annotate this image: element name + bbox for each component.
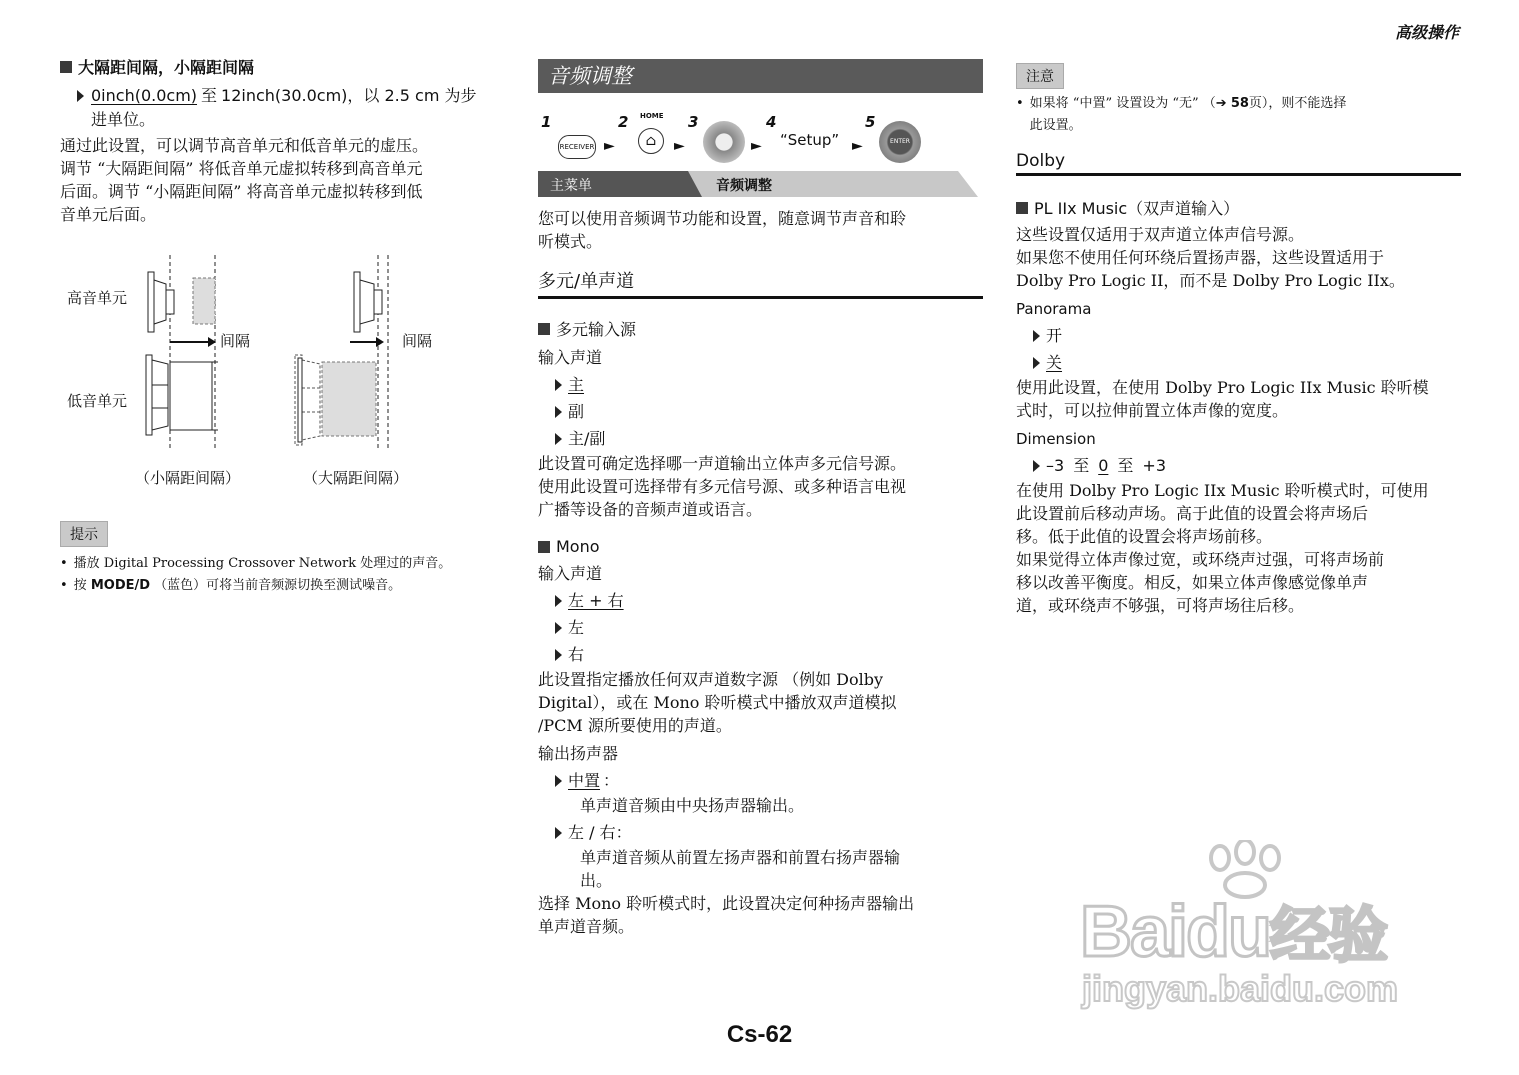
steps-row: 1 RECEIVER ► 2 HOME ⌂ ► 3 ► 4 “Setup” ► 5 ENTER xyxy=(538,101,983,169)
mono-heading: Mono xyxy=(538,537,983,556)
option-left: 左 xyxy=(538,614,983,641)
crossover-diagram xyxy=(60,250,500,500)
directional-pad-icon xyxy=(703,121,745,163)
left-right-desc: 单声道音频从前置左扬声器和前置右扬声器输 出。 xyxy=(580,848,901,890)
output-speaker-label: 输出扬声器 xyxy=(538,744,619,763)
woofer-label: 低音单元 xyxy=(67,392,128,410)
page-number: Cs-62 xyxy=(726,1021,793,1048)
panorama-label: Panorama xyxy=(1016,300,1092,318)
pl-desc: 这些设置仅适用于双声道立体声信号源。 如果您不使用任何环绕后置扬声器，这些设置适用于 Dolby Pro Logic II，而不是 Dolby Pro Logic IIx。 xyxy=(1016,225,1405,290)
breadcrumb xyxy=(538,171,983,198)
triangle-bullet-icon xyxy=(555,595,562,607)
column-left xyxy=(60,55,500,593)
triangle-bullet-icon xyxy=(77,90,84,102)
range-option: 0inch(0.0cm) 至 12inch(30.0cm)，以 2.5 cm 为步 进单位。 xyxy=(60,84,500,132)
page-title: 音频调整 xyxy=(538,59,983,93)
arrow-icon: ► xyxy=(751,138,762,154)
note-tag: 注意 xyxy=(1016,63,1064,89)
panorama-desc: 使用此设置，在使用 Dolby Pro Logic IIx Music 聆听模 式时，可以拉伸前置立体声像的宽度。 xyxy=(1016,378,1429,420)
watermark-brand: Baidu xyxy=(1080,892,1271,972)
input-channel-label: 输入声道 xyxy=(538,348,603,367)
multiplex-desc: 此设置可确定选择哪一声道输出立体声多元信号源。 使用此设置可选择带有多元信号源、或多种语言电视 广播等设备的音频声道或语言。 xyxy=(538,454,907,519)
column-right xyxy=(1016,63,1461,617)
dimension-desc: 在使用 Dolby Pro Logic IIx Music 聆听模式时，可使用 此设置前后移动声场。高于此值的设置会将声场后 移。低于此值的设置会将声场前移。 如果觉得立体声像过宽，或环绕声过强，可将声场前 移以改善平衡度。相反，如果立体声像感觉像单声 道，或环绕声不够强，可将声场往后移。 xyxy=(1016,481,1429,615)
section-title-multiplex: 多元/单声道 xyxy=(538,267,983,299)
arrow-icon: ► xyxy=(674,138,685,154)
triangle-bullet-icon xyxy=(555,775,562,787)
watermark-url: jingyan.baidu.com xyxy=(1082,968,1399,1009)
column-middle xyxy=(538,59,983,938)
gap-label-large: 间隔 xyxy=(402,332,433,350)
home-label: HOME xyxy=(640,112,664,120)
crossover-paragraph: 通过此设置，可以调节高音单元和低音单元的虚压。 调节 “大隔距间隔” 将低音单元虚拟转移到高音单元 后面。调节 “小隔距间隔” 将高音单元虚拟转移到低 音单元后面。 xyxy=(60,136,429,224)
center-desc: 单声道音频由中央扬声器输出。 xyxy=(580,796,805,815)
home-button-icon: ⌂ xyxy=(638,128,664,154)
mono-desc: 此设置指定播放任何双声道数字源 （例如 Dolby Digital），或在 Mono 聆听模式中播放双声道模拟 /PCM 源所要使用的声道。 xyxy=(538,670,897,735)
option-main-sub: 主/副 xyxy=(538,425,983,452)
tip-box xyxy=(60,521,500,597)
triangle-bullet-icon xyxy=(1033,357,1040,369)
option-right: 右 xyxy=(538,641,983,668)
mono-input-label: 输入声道 xyxy=(538,564,603,583)
square-bullet-icon xyxy=(60,61,72,73)
option-sub: 副 xyxy=(538,398,983,425)
tip-item: • 按 MODE/D （蓝色）可将当前音频源切换至测试噪音。 xyxy=(60,578,402,593)
tip-item: • 播放 Digital Processing Crossover Network 处理过的声音。 xyxy=(60,556,452,571)
crossover-heading: 大隔距间隔，小隔距间隔 xyxy=(60,55,500,78)
option-on: 开 xyxy=(1016,322,1461,349)
caption-small-gap: （小隔距间隔） xyxy=(135,469,241,487)
tip-tag: 提示 xyxy=(60,521,108,547)
triangle-bullet-icon xyxy=(555,622,562,634)
square-bullet-icon xyxy=(538,323,550,335)
triangle-bullet-icon xyxy=(555,379,562,391)
multiplex-heading: 多元输入源 xyxy=(538,317,983,340)
option-left-right: 左 + 右 xyxy=(538,587,983,614)
square-bullet-icon xyxy=(538,541,550,553)
receiver-button-icon: RECEIVER xyxy=(558,135,596,159)
option-center: 中置 ： xyxy=(538,767,983,794)
triangle-bullet-icon xyxy=(555,406,562,418)
speaker-diagram-svg xyxy=(140,250,500,455)
breadcrumb-sub: 音频调整 xyxy=(716,178,772,194)
option-off: 关 xyxy=(1016,349,1461,376)
triangle-bullet-icon xyxy=(1033,330,1040,342)
gap-label-small: 间隔 xyxy=(220,332,251,350)
option-left-right-output: 左 / 右： xyxy=(538,819,983,846)
large-gap-drawing xyxy=(295,255,388,450)
section-header: 高级操作 xyxy=(1394,23,1459,42)
arrow-icon: ► xyxy=(604,138,615,154)
setup-label: “Setup” xyxy=(780,131,840,149)
tweeter-label: 高音单元 xyxy=(67,289,128,307)
enter-button-icon: ENTER xyxy=(879,121,921,163)
arrow-icon: ► xyxy=(852,138,863,154)
dimension-label: Dimension xyxy=(1016,430,1096,448)
intro-text: 您可以使用音频调节功能和设置，随意调节声音和聆 听模式。 xyxy=(538,209,907,251)
section-title-dolby: Dolby xyxy=(1016,151,1461,176)
small-gap-drawing xyxy=(146,255,218,450)
mono-footer: 选择 Mono 聆听模式时，此设置决定何种扬声器输出 单声道音频。 xyxy=(538,894,915,936)
triangle-bullet-icon xyxy=(1033,460,1040,472)
square-bullet-icon xyxy=(1016,202,1028,214)
dimension-range: –3 至 0 至 +3 xyxy=(1016,452,1461,479)
option-main: 主 xyxy=(538,371,983,398)
watermark-brand-cn: 经验 xyxy=(1270,902,1387,969)
baidu-watermark xyxy=(1080,840,1440,1015)
triangle-bullet-icon xyxy=(555,433,562,445)
caption-large-gap: （大隔距间隔） xyxy=(303,469,409,487)
breadcrumb-main: 主菜单 xyxy=(550,178,592,194)
triangle-bullet-icon xyxy=(555,649,562,661)
triangle-bullet-icon xyxy=(555,827,562,839)
note-item: • 如果将 “中置” 设置设为 “无” （➔ 58页），则不能选择 此设置。 xyxy=(1016,96,1347,133)
range-cont: 进单位。 xyxy=(91,110,156,129)
pl-heading: PL IIx Music（双声道输入） xyxy=(1016,196,1461,219)
